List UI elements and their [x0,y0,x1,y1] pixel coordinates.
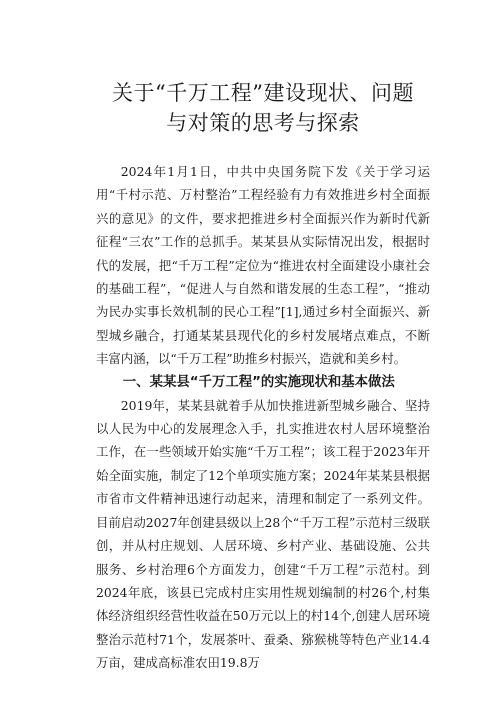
section-1-heading: 一、某某县“千万工程”的实施现状和基本做法 [122,374,395,390]
section-1-paragraph: 2019年，某某县就着手从加快推进新型城乡融合、坚持以人民为中心的发展理念入手，扎实推进农村人居环境整治工作，在一些领域开始实施“千万工程”；该工程于2023年开始全面实施，制定了12个单项实施方案；2024年某某县根据市省市文件精神迅速行动起来，清理和制定了一系列文件。目前启动2027年创建县级以上28个“千万工程”示范村三级联创，并从村庄规划、人居环境、乡村产业、基础设施、公共服务、乡村治理6个方面发力，创建“千万工程”示范村。到2024年底，该县已完成村庄实用性规划编制的村26个,村集体经济组织经营性收益在50万元以上的村14个,创建人居环境整治示范村71个，发展茶叶、蚕桑、猕猴桃等特色产业14.4万亩，建成高标准农田19.8万 [96,397,430,671]
title-line-2: 与对策的思考与探索 [166,111,360,135]
intro-paragraph: 2024年1月1日，中共中央国务院下发《关于学习运用“千村示范、万村整治”工程经验有力有效推进乡村全面振兴的意见》的文件，要求把推进乡村全面振兴作为新时代新征程“三农”工作的总抓手。某某县从实际情况出发，根据时代的发展，把“千万工程”定位为“推进农村全面建设小康社会的基础工程”，“促进人与自然和谐发展的生态工程”，“推动为民办实事长效机制的民心工程”[1],通过乡村全面振兴、新型城乡融合，打通某某县现代化的乡村发展堵点难点，不断丰富内涵，以“千万工程”助推乡村振兴，造就和美乡村。 [96,164,430,367]
title-line-1: 关于“千万工程”建设现状、问题 [112,81,414,105]
document-title [96,78,430,138]
